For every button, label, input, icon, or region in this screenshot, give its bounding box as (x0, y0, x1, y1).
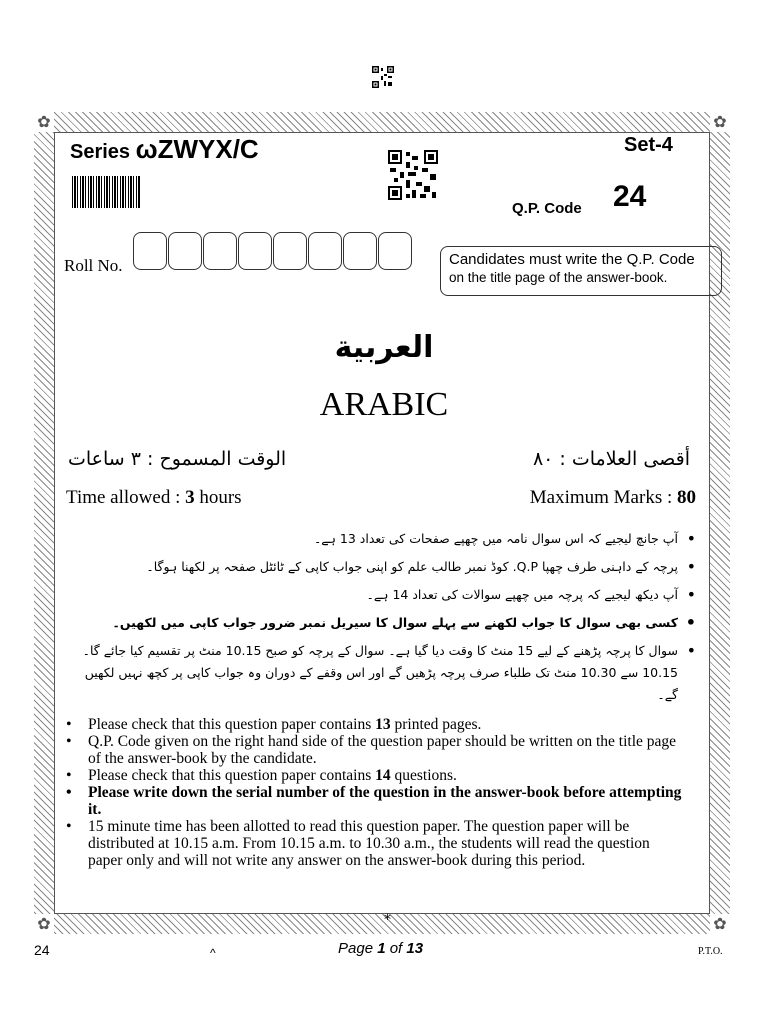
maximum-marks-label: Maximum Marks : (529, 487, 677, 508)
corner-ornament-icon: ✿ (34, 914, 54, 934)
time-allowed-urdu: الوقت المسموح : ٣ ساعات (68, 448, 287, 470)
page-number (338, 940, 423, 957)
qp-code-label: Q.P. Code (512, 200, 582, 217)
roll-number-box[interactable] (133, 232, 167, 270)
urdu-instruction: • سوال کا پرچہ پڑھنے کے لیے 15 منٹ کا وقت دیا گیا ہے۔ سوال کے پرچہ کو صبح 10.15 منٹ پر تقسیم کیا جائے گا۔ 10.15 سے 10.30 منٹ تک طلباء صرف پرچہ پڑھیں گے اور اس وقفے کے دوران وہ جواب کاپی پر کچھ نہیں لکھیں گے۔ (80, 640, 700, 706)
roll-number-box[interactable] (203, 232, 237, 270)
page-total: 13 (406, 940, 424, 957)
time-allowed (66, 487, 242, 509)
roll-number-box[interactable] (343, 232, 377, 270)
corner-ornament-icon: ✿ (710, 112, 730, 132)
time-allowed-value: 3 (185, 487, 195, 508)
subject-title-english: ARABIC (319, 386, 449, 423)
english-instructions-list (64, 716, 688, 869)
roll-number-box[interactable] (378, 232, 412, 270)
instruction-text: printed pages. (390, 716, 482, 733)
corner-ornament-icon: ✿ (34, 112, 54, 132)
question-count: 14 (375, 767, 391, 784)
subject-title-arabic: العربية (334, 330, 434, 365)
maximum-marks (530, 487, 696, 509)
top-qr-code (372, 66, 394, 88)
roll-number-boxes (133, 232, 413, 270)
roll-number-box[interactable] (308, 232, 342, 270)
english-instruction (64, 767, 688, 784)
notice-line-2: on the title page of the answer-book. (449, 270, 668, 285)
maximum-marks-value: 80 (677, 487, 696, 508)
series-label-text: Series (70, 141, 131, 163)
urdu-instruction: • آپ دیکھ لیجیے کہ پرچہ میں چھپے سوالات کی تعداد 14 ہے۔ (80, 584, 700, 608)
page-count: 13 (375, 716, 391, 733)
series-code: ωZWYX/C (135, 134, 259, 164)
roll-number-box[interactable] (273, 232, 307, 270)
footer-caret: ^ (210, 946, 216, 960)
page-prefix: Page (338, 940, 378, 957)
qr-code-icon (388, 150, 438, 200)
english-instruction: • Please write down the serial number of the question in the answer-book before attempting it. (64, 784, 688, 818)
english-instruction: • Q.P. Code given on the right hand side of the question paper should be written on the title page of the answer-book by the candidate. (64, 733, 688, 767)
urdu-instruction: • پرچہ کے داہنی طرف چھپا Q.P. کوڈ نمبر طالب علم کو اپنی جواب کاپی کے ٹائٹل صفحہ پر لکھنا ہوگا۔ (80, 556, 700, 580)
series-label (70, 134, 259, 165)
pto-label: P.T.O. (698, 946, 723, 957)
instruction-text: Please check that this question paper contains (88, 716, 376, 733)
time-allowed-unit: hours (194, 487, 242, 508)
time-allowed-label: Time allowed : (66, 487, 186, 508)
corner-ornament-icon: ✿ (710, 914, 730, 934)
urdu-instructions-list (80, 528, 700, 710)
star-mark: * (384, 912, 391, 928)
instruction-text: Please check that this question paper contains (88, 767, 376, 784)
roll-number-label: Roll No. (64, 256, 123, 275)
page-current: 1 (377, 940, 386, 957)
footer-qp-code: 24 (34, 942, 50, 958)
urdu-instruction: • کسی بھی سوال کا جواب لکھنے سے پہلے سوال کا سیریل نمبر ضرور جواب کاپی میں لکھیں۔ (80, 612, 700, 636)
notice-line-1: Candidates must write the Q.P. Code (449, 251, 695, 268)
barcode-icon (72, 176, 140, 208)
instruction-text: questions. (390, 767, 457, 784)
maximum-marks-urdu: أقصى العلامات : ٨٠ (532, 448, 690, 470)
roll-number-box[interactable] (168, 232, 202, 270)
urdu-instruction: • آپ جانچ لیجیے کہ اس سوال نامہ میں چھپے صفحات کی تعداد 13 ہے۔ (80, 528, 700, 552)
english-instruction (64, 716, 688, 733)
qp-code-value: 24 (613, 180, 647, 213)
qp-code-notice (440, 246, 722, 296)
page-of: of (385, 940, 407, 957)
set-label: Set-4 (624, 134, 673, 156)
roll-number-box[interactable] (238, 232, 272, 270)
english-instruction: • 15 minute time has been allotted to read this question paper. The question paper will be distributed at 10.15 a.m. From 10.15 a.m. to 10.30 a.m., the students will read the question paper only and will not write any answer on the answer-book during this period. (64, 818, 688, 869)
